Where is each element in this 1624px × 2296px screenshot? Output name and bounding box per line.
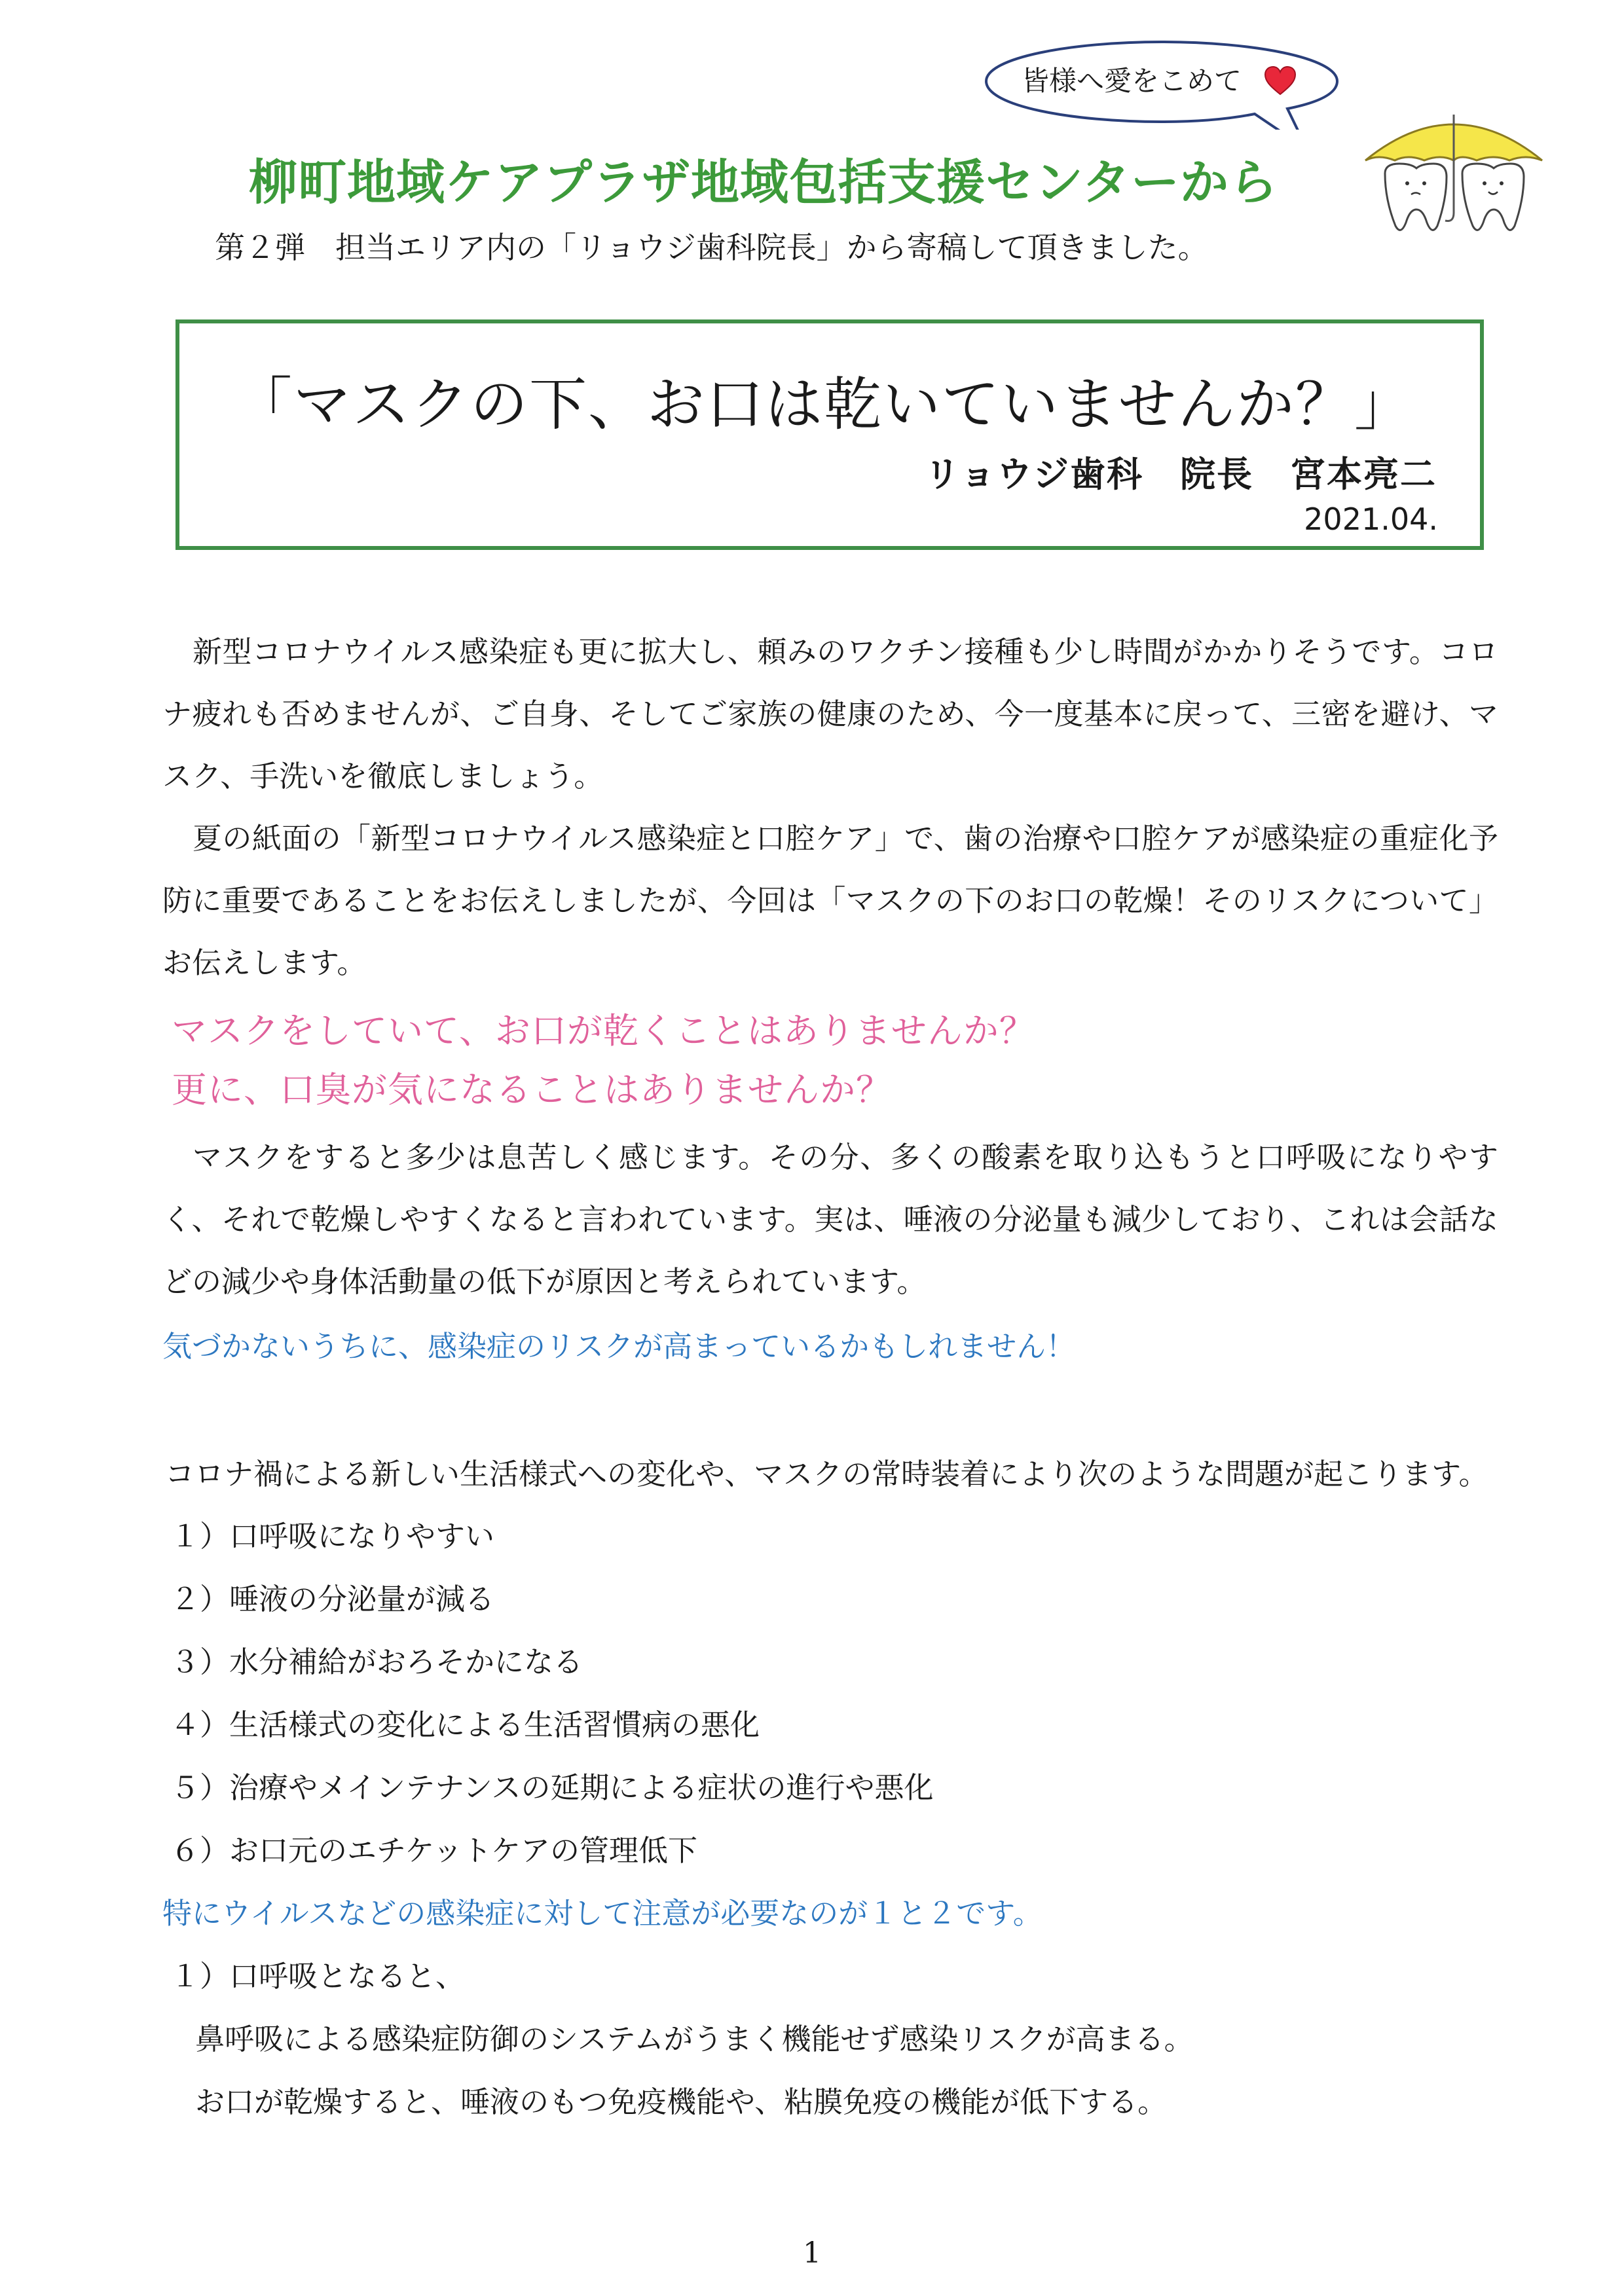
sub-heading: １）口呼吸となると、 [170, 1959, 466, 1994]
highlight-question-1: マスクをしていて、お口が乾くことはありませんか？ [172, 1010, 1035, 1051]
list-item: １）口呼吸になりやすい [170, 1519, 495, 1554]
heart-icon [1264, 65, 1297, 96]
sub-point-1: 鼻呼吸による感染症防御のシステムがうまく機能せず感染リスクが高まる。 [195, 2022, 1194, 2056]
paragraph-1: 新型コロナウイルス感染症も更に拡大し、頼みのワクチン接種も少し時間がかかりそうです。コロナ疲れも否めませんが、ご自身、そしてご家族の健康のため、今一度基本に戻って、三密を避け、マスク、手洗いを徹底しましょう。 [162, 634, 1498, 793]
highlight-question-2: 更に、口臭が気になることはありませんか？ [172, 1069, 892, 1110]
problems-intro: コロナ禍による新しい生活様式への変化や、マスクの常時装着により次のような問題が起こります。 [165, 1457, 1488, 1491]
umbrella-teeth-illustration [1359, 101, 1549, 239]
paragraph-3: マスクをすると多少は息苦しく感じます。その分、多くの酸素を取り込もうと口呼吸になりやすく、それで乾燥しやすくなると言われています。実は、唾液の分泌量も減少しており、これは会話などの減少や身体活動量の低下が原因と考えられています。 [162, 1140, 1498, 1299]
org-title: 柳町地域ケアプラザ地域包括支援センターから [249, 155, 1279, 211]
warning-line-1: 気づかないうちに、感染症のリスクが高まっているかもしれません！ [162, 1329, 1076, 1364]
paragraph-2: 夏の紙面の「新型コロナウイルス感染症と口腔ケア」で、歯の治療や口腔ケアが感染症の重症化予防に重要であることをお伝えしましたが、今回は「マスクの下のお口の乾燥！そのリスクについて」お伝えします。 [162, 821, 1498, 980]
subtitle: 第２弾 担当エリア内の「リョウジ歯科院長」から寄稿して頂きました。 [215, 230, 1208, 265]
author-line: リョウジ歯科 院長 宮本亮二 [924, 454, 1437, 495]
list-item: ２）唾液の分泌量が減る [170, 1582, 495, 1616]
date: 2021.04. [1304, 501, 1438, 537]
list-item: ４）生活様式の変化による生活習慣病の悪化 [170, 1707, 760, 1742]
sub-point-2: お口が乾燥すると、唾液のもつ免疫機能や、粘膜免疫の機能が低下する。 [195, 2085, 1168, 2119]
list-item: ３）水分補給がおろそかになる [170, 1645, 583, 1679]
list-item: ６）お口元のエチケットケアの管理低下 [170, 1833, 698, 1868]
bubble-text: 皆様へ愛をこめて [1022, 65, 1242, 97]
page-number: 1 [803, 2236, 821, 2270]
main-title: 「マスクの下、お口は乾いていませんか？」 [234, 371, 1414, 438]
warning-line-2: 特にウイルスなどの感染症に対して注意が必要なのが１と２です。 [162, 1896, 1043, 1931]
list-item: ５）治療やメインテナンスの延期による症状の進行や悪化 [170, 1770, 934, 1805]
